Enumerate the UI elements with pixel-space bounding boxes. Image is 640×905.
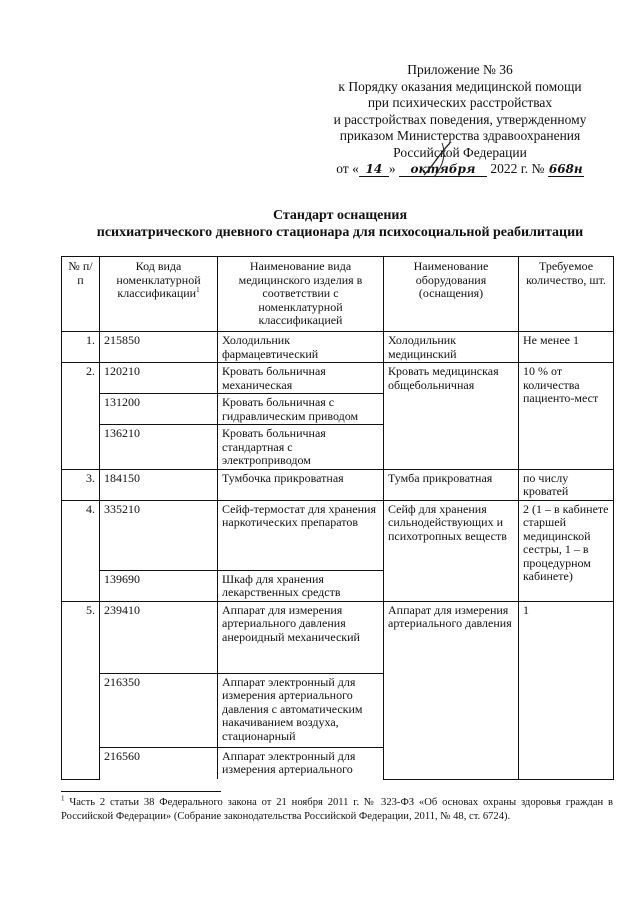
row-quantity: 1	[519, 601, 614, 779]
row-num: 2.	[62, 363, 100, 470]
title-line-1: Стандарт оснащения	[272, 208, 408, 223]
order-number: 668н	[548, 162, 583, 176]
row-code: 139690	[100, 570, 218, 601]
row-code: 184150	[100, 469, 218, 500]
row-code: 239410	[100, 601, 218, 673]
appendix-header	[300, 62, 620, 178]
row-quantity: Не менее 1	[519, 332, 614, 363]
table-row	[62, 332, 614, 363]
row-equipment: Холодильник медицинский	[384, 332, 519, 363]
row-name: Холодильник фармацевтический	[218, 332, 384, 363]
appendix-line-6: Российской Федерации	[393, 144, 527, 160]
row-num: 5.	[62, 601, 100, 779]
row-name: Шкаф для хранения лекарственных средств	[218, 570, 384, 601]
footnote	[61, 796, 613, 824]
table-header-row	[62, 257, 614, 332]
row-equipment: Аппарат для измерения артериального давления	[384, 601, 519, 779]
header-num: № п/п	[62, 257, 100, 332]
header-code	[100, 257, 218, 332]
date-mid: »	[388, 161, 396, 176]
header-quantity: Требуемое количество, шт.	[519, 257, 614, 332]
header-code-text: Код вида номенклатурной классификации	[116, 259, 201, 300]
row-name: Аппарат электронный для измерения артериального	[218, 747, 384, 779]
row-equipment: Тумба прикроватная	[384, 469, 519, 500]
row-code: 216560	[100, 747, 218, 779]
row-name: Кровать больничная механическая	[218, 363, 384, 394]
table-row	[62, 500, 614, 570]
row-code: 216350	[100, 673, 218, 747]
order-date-line	[300, 161, 620, 178]
title-line-2: психиатрического дневного стационара для психосоциальной реабилитации	[96, 225, 584, 240]
row-quantity: 2 (1 – в кабинете старшей медицинской сестры, 1 – в процедурном кабинете)	[519, 500, 614, 601]
document-title	[40, 207, 640, 241]
row-code: 131200	[100, 394, 218, 425]
row-name: Кровать больничная стандартная с электроприводом	[218, 425, 384, 470]
row-name: Аппарат электронный для измерения артериального давления с автоматическим накачиванием воздуха, стационарный	[218, 673, 384, 747]
appendix-line-2: к Порядку оказания медицинской помощи	[338, 78, 582, 94]
date-day: 14	[365, 162, 383, 176]
table-row	[62, 363, 614, 394]
footnote-text: Часть 2 статьи 38 Федерального закона от 21 ноября 2011 г. № 323-ФЗ «Об основах охраны здоровья граждан в Российской Федерации» (Собрание законодательства Российской Федерации, 2011, № 48, ст. 6724).	[61, 797, 613, 822]
row-name: Сейф-термостат для хранения наркотических препаратов	[218, 500, 384, 570]
row-name: Аппарат для измерения артериального давления анероидный механический	[218, 601, 384, 673]
appendix-line-1: Приложение № 36	[407, 62, 513, 77]
header-name: Наименование вида медицинского изделия в соответствии с номенклатурной классификацией	[218, 257, 384, 332]
row-name: Тумбочка прикроватная	[218, 469, 384, 500]
appendix-line-4: и расстройствах поведения, утвержденному	[333, 111, 587, 127]
row-quantity: по числу кроватей	[519, 469, 614, 500]
table-row	[62, 601, 614, 673]
row-name: Кровать больничная с гидравлическим приводом	[218, 394, 384, 425]
appendix-line-5: приказом Министерства здравоохранения	[339, 128, 581, 143]
row-code: 120210	[100, 363, 218, 394]
row-num: 4.	[62, 500, 100, 601]
footnote-ref: 1	[196, 286, 200, 294]
row-code: 215850	[100, 332, 218, 363]
row-equipment: Кровать медицинская общебольничная	[384, 363, 519, 470]
row-num: 3.	[62, 469, 100, 500]
appendix-line-3: при психических расстройствах	[367, 95, 553, 110]
date-prefix: от «	[336, 161, 359, 176]
equipment-standard-table	[61, 256, 614, 780]
row-quantity: 10 % от количества пациенто-мест	[519, 363, 614, 470]
row-code: 335210	[100, 500, 218, 570]
header-equipment: Наименование оборудования (оснащения)	[384, 257, 519, 332]
footnote-divider	[61, 791, 221, 792]
row-code: 136210	[100, 425, 218, 470]
table-row	[62, 469, 614, 500]
date-month: октября	[410, 162, 476, 176]
row-num: 1.	[62, 332, 100, 363]
date-year: 2022 г. №	[490, 161, 545, 176]
footnote-marker: 1	[61, 794, 65, 803]
row-equipment: Сейф для хранения сильнодействующих и психотропных веществ	[384, 500, 519, 601]
